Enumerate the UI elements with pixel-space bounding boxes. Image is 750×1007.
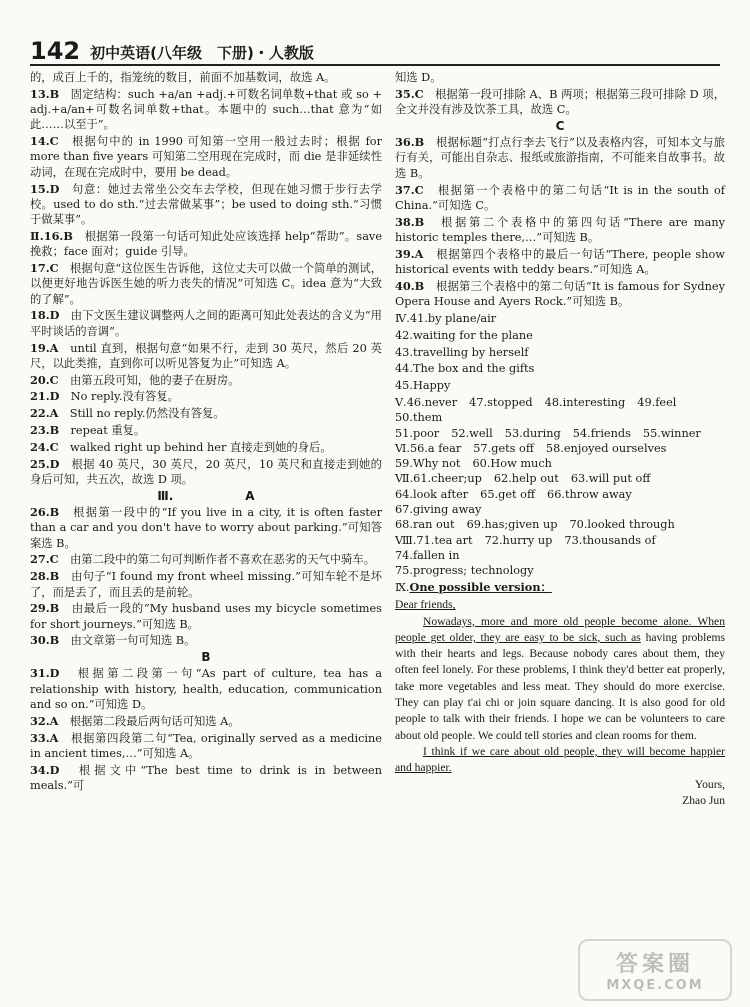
answer-item: 48.interesting [544, 395, 626, 409]
answer-explanation: 42.waiting for the plane [395, 328, 533, 342]
answer-item: Ⅵ.56.a fear [395, 441, 462, 455]
section-heading: Ⅲ. A [157, 488, 255, 503]
answer-explanation: 根据第一个表格中的第二句话“It is in the south of China.”可知选 C。 [395, 183, 725, 212]
essay-greeting-text: Dear friends, [395, 598, 456, 612]
answer-item: 53.during [504, 426, 561, 440]
right-column [395, 70, 725, 809]
answer-entry [30, 70, 382, 85]
answer-entry [30, 457, 382, 488]
answer-entry [30, 423, 382, 438]
answer-explanation: 根据句中的 in 1990 可知第一空用一般过去时；根据 for more than five years 可知第二空用现在完成时，而 die 是非延续性动词，在现在完成时中，要用 be dead。 [30, 135, 382, 179]
answer-row [395, 487, 725, 518]
question-number: 19.A [30, 340, 59, 355]
question-number: 29.B [30, 601, 60, 616]
essay-heading-label: Ⅸ. [395, 580, 410, 594]
essay-greeting [395, 597, 725, 613]
answer-row [395, 456, 725, 471]
question-number: 14.C [30, 134, 59, 149]
question-number: 36.B [395, 135, 425, 150]
answer-row [395, 471, 725, 486]
question-number: 34.D [30, 762, 60, 777]
answer-item: 72.hurry up [484, 533, 553, 547]
essay-paragraph-1 [395, 614, 725, 744]
answer-explanation: walked right up behind her 直接走到她的身后。 [69, 440, 332, 454]
answer-entry [30, 389, 382, 404]
answer-entry [395, 361, 725, 376]
essay-closing: Yours, [694, 777, 725, 791]
question-number: 39.A [395, 246, 424, 261]
answer-entry [30, 731, 382, 762]
answer-explanation: 固定结构：such +a/an +adj.+可数名词单数+that 或 so + adj.+a/an+可数名词单数+that。本题中的 such…that 意为“如此……以至于”。 [30, 87, 382, 132]
answer-explanation: Still no reply.仍然没有答复。 [69, 407, 225, 421]
essay-signature: Zhao Jun [682, 793, 725, 807]
question-number: 30.B [30, 633, 60, 648]
answer-entry [395, 378, 725, 393]
question-number: 18.D [30, 308, 60, 323]
answer-entry [395, 311, 725, 326]
answer-item: 52.well [451, 426, 493, 440]
answer-entry [30, 87, 382, 133]
section-heading: C [555, 118, 565, 133]
answer-entry [395, 328, 725, 343]
answer-item: Ⅷ.71.tea art [395, 533, 473, 547]
question-number: 38.B [395, 214, 425, 229]
answer-explanation: 根据标题“打点行李去飞行”以及表格内容，可知本文与旅行有关，可能出自杂志、报纸或旅游指南，不可能来自故事书。故选 B。 [395, 136, 725, 180]
answer-entry [395, 279, 725, 310]
answer-entry [395, 183, 725, 214]
question-number: 26.B [30, 505, 60, 520]
question-number: 25.D [30, 456, 60, 471]
answer-explanation: 45.Happy [395, 379, 451, 393]
answer-explanation: 根据第一段可排除 A、B 两项；根据第三段可排除 D 项，全文并没有涉及饮茶工具，故选 C。 [395, 87, 725, 117]
question-number: 28.B [30, 569, 60, 584]
answer-explanation: repeat 重复。 [70, 424, 146, 438]
essay-heading [395, 579, 725, 596]
answer-explanation: 根据第三个表格中的第二句话“It is famous for Sydney Opera House and Ayers Rock.”可知选 B。 [395, 279, 725, 309]
question-number: 17.C [30, 261, 59, 276]
answer-entry [30, 763, 382, 794]
answer-row [395, 533, 725, 564]
essay-paragraph-1-rest: having problems with their hearts and legs. Because nobody cares about them, they often feel lonely. For these problems, I think they'd better eat properly, take more vegetables and less meat. They should do more exercise. They can play t'ai chi or join square dancing. It is also good for old people to talk with their friends. I hope we can be volunteers to care about old people. We could tell stories and clean rooms for them. [395, 630, 725, 742]
question-number: 40.B [395, 278, 425, 293]
answer-entry [395, 247, 725, 278]
answer-item: 50.them [395, 411, 443, 425]
answer-item: 65.get off [480, 487, 536, 501]
left-column [30, 70, 382, 795]
answer-entry [395, 215, 725, 246]
answer-explanation: 根据句意“这位医生告诉他，这位丈夫可以做一个简单的测试，以便更好地告诉医生她的听力丧失的情况”可知选 C。idea 意为“大致的了解”。 [30, 262, 382, 306]
question-number: 21.D [30, 389, 60, 404]
answer-entry [30, 440, 382, 455]
book-title: 初中英语(八年级 下册)・人教版 [90, 44, 314, 62]
answer-item: 55.winner [642, 426, 701, 440]
answer-row [395, 441, 725, 456]
answer-item: 57.gets off [473, 441, 534, 455]
answer-explanation: 句意：她过去常坐公交车去学校，但现在她习惯于步行去学校。used to do sth.“过去常做某事”；be used to doing sth.“习惯于做某事”。 [30, 182, 382, 227]
answer-explanation: No reply.没有答复。 [70, 390, 179, 404]
answer-item: 47.stopped [469, 395, 533, 409]
answer-entry [30, 134, 382, 180]
watermark-sub-text: MXQE.COM [606, 978, 704, 993]
page-header [30, 30, 720, 66]
question-number: 24.C [30, 439, 59, 454]
answer-item: 73.thousands of [564, 533, 656, 547]
answer-explanation: 由第二段中的第二句可判断作者不喜欢在恶劣的天气中骑车。 [69, 553, 375, 567]
answer-explanation: 根据第二段最后两句话可知选 A。 [69, 714, 240, 728]
question-number: 22.A [30, 406, 59, 421]
answer-explanation: 由最后一段的“My husband uses my bicycle sometimes for short journeys.”可知选 B。 [30, 602, 382, 631]
answer-explanation: 根据第二段第一句“As part of culture, tea has a relationship with history, health, education, communication and so on.”可知选 D。 [30, 667, 382, 712]
answer-explanation: 由下文医生建议调整两人之间的距离可知此处表达的含义为“用平时谈话的音调”。 [30, 309, 382, 338]
answer-item: 59.Why not [395, 457, 461, 471]
answer-item: 64.look after [395, 487, 469, 501]
answer-entry [30, 552, 382, 567]
watermark-main-text: 答案圈 [615, 952, 694, 977]
section-heading: B [201, 650, 211, 665]
answer-entry [30, 505, 382, 551]
answer-explanation: 知选 D。 [395, 71, 442, 84]
question-number: Ⅱ.16.B [30, 228, 73, 243]
answer-item: 51.poor [395, 426, 440, 440]
answer-explanation: 根据文中“The best time to drink is in between meals.”可 [30, 763, 382, 793]
answer-row [395, 517, 725, 532]
answer-item: 69.has;given up [466, 518, 558, 532]
watermark-logo [578, 939, 732, 1001]
answer-entry [30, 666, 382, 712]
answer-explanation: 由句子“I found my front wheel missing.”可知车轮不是坏了，而是丢了，而且丢的是前轮。 [30, 570, 382, 599]
answer-item: Ⅶ.61.cheer;up [395, 472, 482, 486]
answer-entry [30, 308, 382, 339]
answer-entry [30, 229, 382, 260]
answer-entry [395, 135, 725, 181]
answer-item: 54.friends [572, 426, 631, 440]
answer-entry [30, 261, 382, 307]
essay [395, 579, 725, 810]
question-number: 27.C [30, 552, 59, 567]
answer-explanation: 根据第四段第二句“Tea, originally served as a medicine in ancient times,…”可知选 A。 [30, 731, 382, 760]
answer-entry [395, 70, 725, 85]
question-number: 33.A [30, 730, 59, 745]
answer-item: 49.feel [637, 395, 677, 409]
question-number: 32.A [30, 713, 59, 728]
answer-explanation: 根据第二个表格中的第四句话“There are many historic temples there,…”可知选 B。 [395, 215, 725, 244]
answer-entry [30, 714, 382, 729]
answer-row [395, 426, 725, 441]
answer-item: 75.progress; technology [395, 564, 534, 578]
answer-entry [30, 373, 382, 388]
answer-entry [30, 182, 382, 228]
page-number: 142 [30, 37, 81, 65]
answer-explanation: 43.travelling by herself [395, 345, 529, 359]
answer-entry [30, 569, 382, 600]
answer-item: 67.giving away [395, 503, 482, 517]
answer-entry [30, 341, 382, 372]
answer-explanation: 由第五段可知，他的妻子在厨房。 [69, 373, 240, 387]
answer-row [395, 563, 725, 578]
answer-list-right [395, 70, 725, 579]
question-number: 15.D [30, 181, 60, 196]
answer-item: 74.fallen in [395, 548, 460, 562]
answer-explanation: 根据第一段中的“If you live in a city, it is often faster than a car and you don't have to worry about parking.”可知答案选 B。 [30, 506, 382, 550]
answer-explanation: 由文章第一句可知选 B。 [70, 634, 196, 648]
answer-item: 68.ran out [395, 518, 455, 532]
essay-paragraph-2 [395, 744, 725, 777]
answer-explanation: until 直到，根据句意“如果不行，走到 30 英尺，然后 20 英尺，以此类推，直到你可以听见答复为止”可知选 A。 [30, 341, 382, 370]
question-number: 23.B [30, 423, 60, 438]
answer-item: 66.throw away [547, 487, 632, 501]
essay-heading-text: One possible version： [409, 579, 552, 594]
answer-entry [30, 406, 382, 421]
answer-explanation: Ⅳ.41.by plane/air [395, 311, 497, 325]
question-number: 20.C [30, 372, 59, 387]
answer-row [395, 395, 725, 426]
answer-explanation: 根据 40 英尺，30 英尺，20 英尺，10 英尺和直接走到她的身后可知，共五次，故选 D 项。 [30, 457, 382, 486]
answer-entry [30, 601, 382, 632]
answer-explanation: 根据第四个表格中的最后一句话“There, people show historical events with teddy bears.”可知选 A。 [395, 247, 725, 277]
answer-item: 62.help out [493, 472, 559, 486]
answer-explanation: 的，成百上千的，指笼统的数目，前面不加基数词，故选 A。 [30, 71, 336, 84]
answer-explanation: 44.The box and the gifts [395, 362, 535, 376]
answer-item: 60.How much [472, 457, 552, 471]
answer-item: 63.will put off [570, 472, 651, 486]
question-number: 13.B [30, 86, 60, 101]
answer-explanation: 根据第一段第一句话可知此处应该选择 help“帮助”。save 挽救；face 面对；guide 引导。 [30, 229, 382, 259]
question-number: 35.C [395, 86, 424, 101]
answer-entry [30, 633, 382, 648]
answer-entry [395, 87, 725, 118]
answer-item: 70.looked through [569, 518, 675, 532]
essay-paragraph-2-text: I think if we care about old people, they will become happier and happier. [395, 744, 725, 775]
question-number: 37.C [395, 182, 424, 197]
question-number: 31.D [30, 666, 60, 681]
essay-underlined-sentence: Nowadays, more and more old people become alone. When people get older, they are easy to be sick, such as [395, 614, 725, 644]
answer-item: 58.enjoyed ourselves [545, 441, 667, 455]
answer-item: Ⅴ.46.never [395, 395, 458, 409]
answer-entry [395, 345, 725, 360]
